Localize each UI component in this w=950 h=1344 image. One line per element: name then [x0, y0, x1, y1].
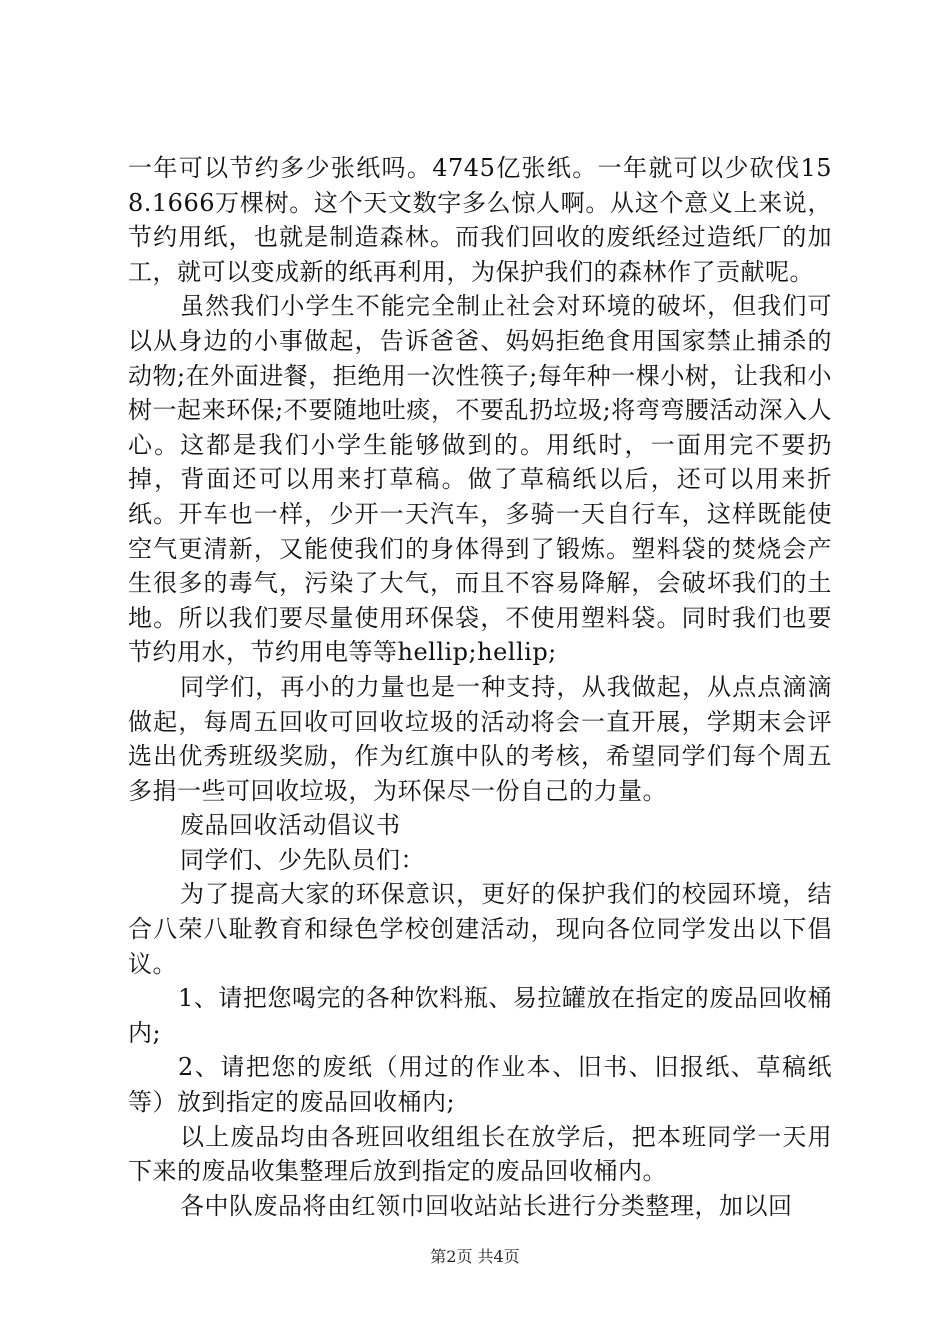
paragraph-paper-saving: 一年可以节约多少张纸吗。4745亿张纸。一年就可以少砍伐158.1666万棵树。这个天文数字多么惊人啊。从这个意义上来说，节约用纸，也就是制造森林。而我们回收的废纸经过造纸厂的加工，就可以变成新的纸再利用，为保护我们的森林作了贡献呢。 [128, 154, 832, 286]
proposal-item-1: 1、请把您喝完的各种饮料瓶、易拉罐放在指定的废品回收桶内; [128, 984, 832, 1047]
page-number-label: 第2页 共4页 [430, 1247, 520, 1266]
proposal-collection-note: 以上废品均由各班回收组组长在放学后，把本班同学一天用下来的废品收集整理后放到指定的废品回收桶内。 [128, 1122, 832, 1186]
proposal-item-2: 2、请把您的废纸（用过的作业本、旧书、旧报纸、草稿纸等）放到指定的废品回收桶内; [128, 1053, 832, 1117]
proposal-title: 废品回收活动倡议书 [180, 811, 401, 840]
proposal-intro: 为了提高大家的环保意识，更好的保护我们的校园环境，结合八荣八耻教育和绿色学校创建活动，现向各位同学发出以下倡议。 [128, 880, 832, 978]
paragraph-student-actions: 虽然我们小学生不能完全制止社会对环境的破坏，但我们可以从身边的小事做起，告诉爸爸、妈妈拒绝食用国家禁止捕杀的动物;在外面进餐，拒绝用一次性筷子;每年种一棵小树，让我和小树一起来环保;不要随地吐痰，不要乱扔垃圾;将弯弯腰活动深入人心。这都是我们小学生能够做到的。用纸时，一面用完不要扔掉，背面还可以用来打草稿。做了草稿纸以后，还可以用来折纸。开车也一样，少开一天汽车，多骑一天自行车，这样既能使空气更清新，又能使我们的身体得到了锻炼。塑料袋的焚烧会产生很多的毒气，污染了大气，而且不容易降解，会破坏我们的土地。所以我们要尽量使用环保袋，不使用塑料袋。同时我们也要节约用水，节约用电等等hellip;hellip; [128, 292, 832, 667]
proposal-salutation: 同学们、少先队员们： [180, 845, 425, 874]
proposal-sorting-note: 各中队废品将由红领巾回收站站长进行分类整理，加以回 [180, 1191, 793, 1220]
page-footer [0, 1244, 950, 1267]
document-body [128, 151, 832, 1223]
paragraph-call-to-classmates: 同学们，再小的力量也是一种支持，从我做起，从点点滴滴做起，每周五回收可回收垃圾的活动将会一直开展，学期末会评选出优秀班级奖励，作为红旗中队的考核，希望同学们每个周五多捐一些可回收垃圾，为环保尽一份自己的力量。 [128, 672, 832, 805]
